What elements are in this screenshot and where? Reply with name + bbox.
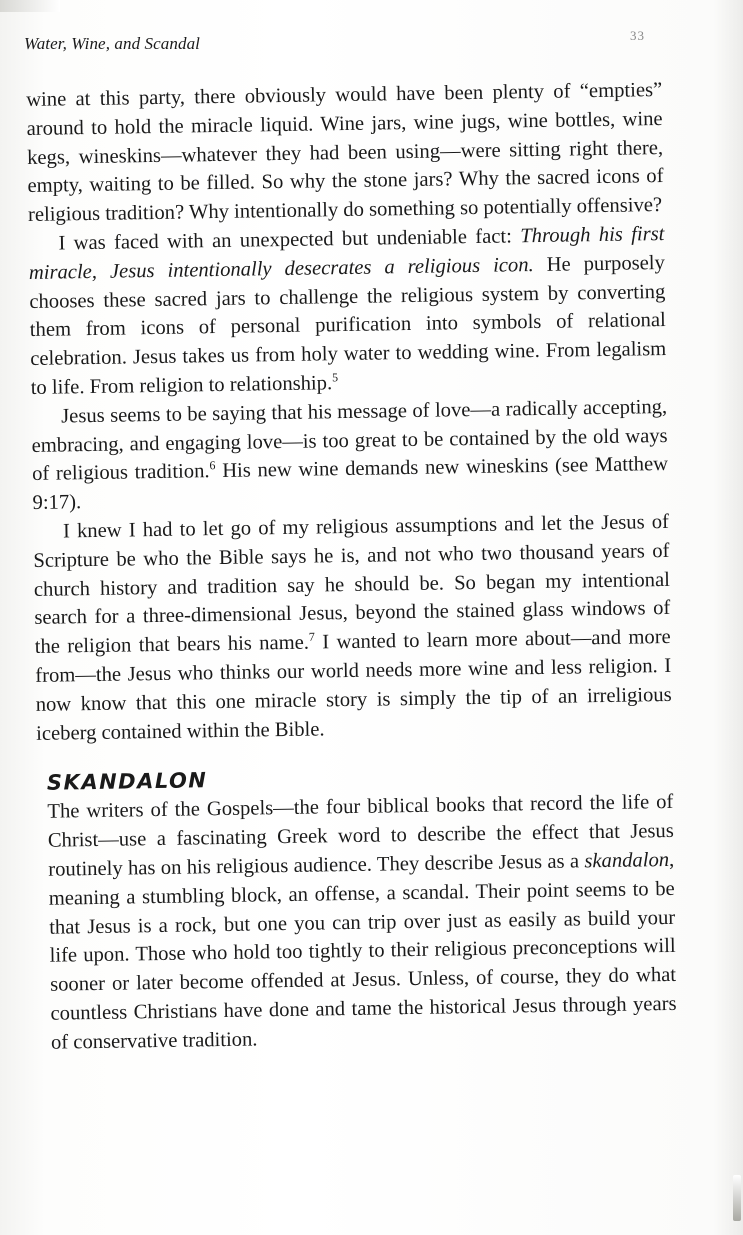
emphasized-text: skandalon: [584, 848, 670, 873]
paragraph-text: The writers of the Gospels—the four biblical books that record the life of Christ—use a fascinating Greek word to describe the effect that Jesus routinely has on his religious audience. They describe Jesus as a: [47, 791, 674, 881]
footnote-ref-6: 6: [209, 458, 216, 473]
paragraph-1: [26, 76, 664, 230]
section-paragraph: [47, 788, 677, 1057]
page-number: 33: [630, 28, 645, 43]
paragraph-2: [28, 220, 667, 403]
paragraph-text: I was faced with an unexpected but undeniable fact:: [58, 225, 521, 255]
paragraph-text: wine at this party, there obviously would have been plenty of “empties” around to hold the miracle liquid. Wine jars, wine jugs, wine bottles, wine kegs, wineskins—whatever they had been using—were sitting right there, empty, waiting to be filled. So why the stone jars? Why the sacred icons of religious tradition? Why intentionally do something so potentially offensive?: [26, 79, 664, 227]
paragraph-text: He purposely chooses these sacred jars to challenge the religious system by converting them from icons of personal purification into symbols of relational celebration. Jesus takes us from holy water to wedding wine. From legalism to life. From religion to relationship.: [29, 251, 667, 399]
footnote-ref-7: 7: [308, 629, 315, 644]
paragraph-text: Jesus seems to be saying that his message of love—a radically accepting, embracing, and engaging love—is too great to be contained by the old ways of religious tradition.: [31, 395, 668, 486]
scan-edge-shadow: [0, 0, 60, 12]
scan-edge-mark: [733, 1175, 741, 1221]
paragraph-3: [31, 393, 669, 518]
paragraph-4: [33, 508, 673, 748]
emphasized-text: Through his first miracle, Jesus intentionally desecrates a religious icon.: [28, 222, 665, 284]
paragraph-text: I wanted to learn more about—and more from—the Jesus who thinks our world needs more wine and less religion. I now know that this one miracle story is simply the tip of an irreligious iceberg contained within the Bible.: [35, 626, 672, 745]
running-header: Water, Wine, and Scandal: [24, 34, 201, 53]
footnote-ref-5: 5: [331, 370, 339, 385]
paragraph-text: I knew I had to let go of my religious assumptions and let the Jesus of Scripture be who the Bible says he is, and not who two thousand years of church history and tradition say he should be. So began my intentional search for a three-dimensional Jesus, beyond the stained glass windows of the religion that bears his name.: [33, 510, 671, 659]
paragraph-text: His new wine demands new wineskins (see Matthew 9:17).: [32, 453, 669, 515]
section-heading: SKANDALON: [46, 768, 208, 796]
paragraph-text: , meaning a stumbling block, an offense, a scandal. Their point seems to be that Jesus is a rock, but one you can trip over just as easily as build your life upon. Those who hold too tightly to their religious preconceptions will sooner or later become offended at Jesus. Unless, of course, they do what countless Christians have done and tame the historical Jesus through years of conservative tradition.: [48, 848, 677, 1054]
body-text: [26, 76, 677, 1057]
